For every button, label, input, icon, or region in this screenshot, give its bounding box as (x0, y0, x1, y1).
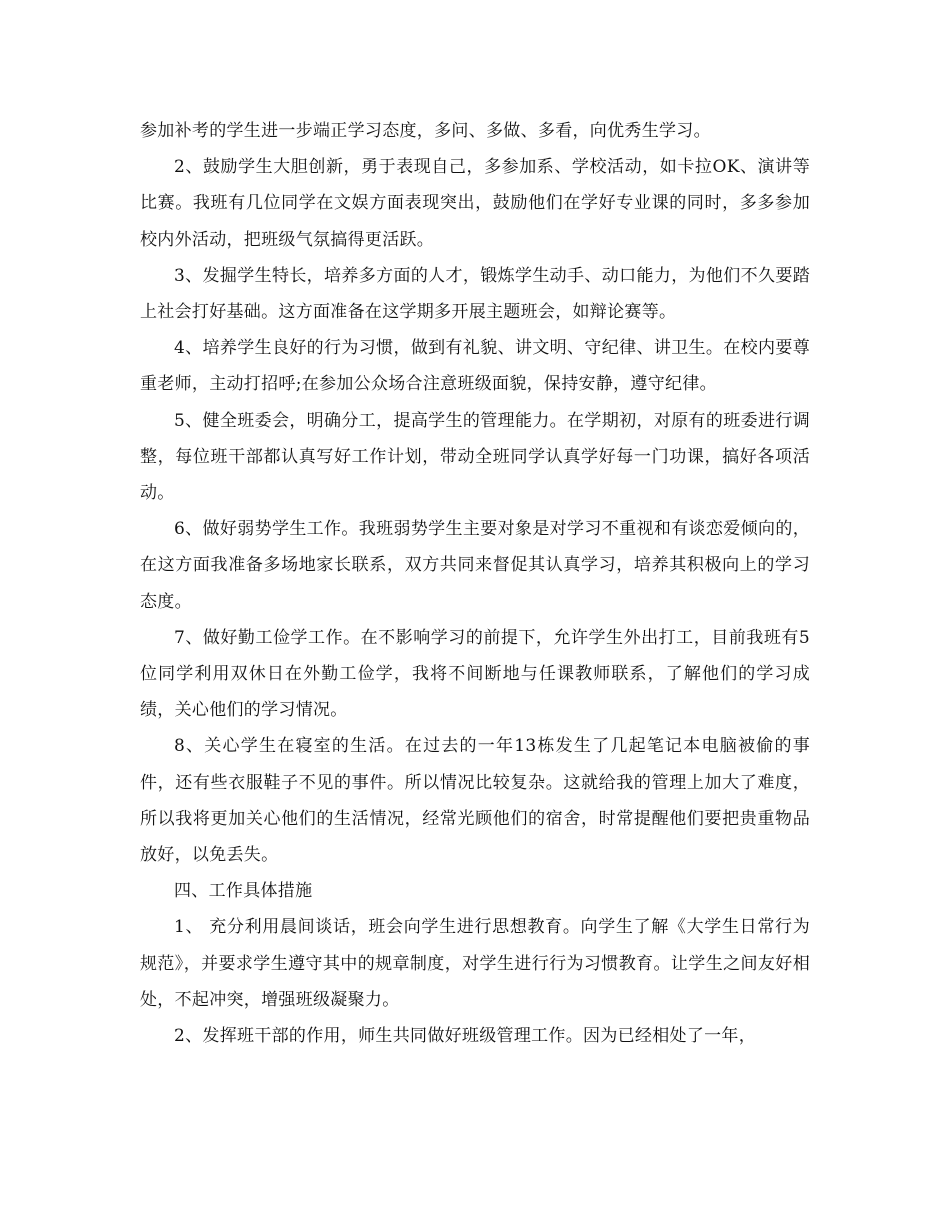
measure-item-1: 1、 充分利用晨间谈话，班会向学生进行思想教育。向学生了解《大学生日常行为规范》，并要求学生遵守其中的规章制度，对学生进行行为习惯教育。让学生之间友好相处，不起冲突，增强班级凝聚力。 (140, 917, 810, 1010)
paragraph-item-7: 7、做好勤工俭学工作。在不影响学习的前提下，允许学生外出打工，目前我班有5位同学利用双休日在外勤工俭学，我将不间断地与任课教师联系，了解他们的学习成绩，关心他们的学习情况。 (140, 627, 810, 721)
paragraph-item-3: 3、发掘学生特长，培养多方面的人才，锻炼学生动手、动口能力，为他们不久要踏上社会打好基础。这方面准备在这学期多开展主题班会，如辩论赛等。 (140, 265, 810, 323)
measure-item-2: 2、发挥班干部的作用，师生共同做好班级管理工作。因为已经相处了一年， (174, 1026, 757, 1047)
paragraph-item-5: 5、健全班委会，明确分工，提高学生的管理能力。在学期初，对原有的班委进行调整，每位班干部都认真写好工作计划，带动全班同学认真学好每一门功课，搞好各项活动。 (140, 410, 810, 504)
paragraph-item-2: 2、鼓励学生大胆创新，勇于表现自己，多参加系、学校活动，如卡拉OK、演讲等比赛。我班有几位同学在文娱方面表现突出，鼓励他们在学好专业课的同时，多多参加校内外活动，把班级气氛搞得更活跃。 (140, 157, 810, 250)
paragraph-continuation: 参加补考的学生进一步端正学习态度，多问、多做、多看，向优秀生学习。 (140, 121, 711, 141)
paragraph-item-4: 4、培养学生良好的行为习惯，做到有礼貌、讲文明、守纪律、讲卫生。在校内要尊重老师，主动打招呼;在参加公众场合注意班级面貌，保持安静，遵守纪律。 (140, 338, 810, 395)
paragraph-item-6: 6、做好弱势学生工作。我班弱势学生主要对象是对学习不重视和有谈恋爱倾向的，在这方面我准备多场地家长联系，双方共同来督促其认真学习，培养其积极向上的学习态度。 (140, 519, 810, 612)
paragraph-item-8: 8、关心学生在寝室的生活。在过去的一年13栋发生了几起笔记本电脑被偷的事件，还有些衣服鞋子不见的事件。所以情况比较复杂。这就给我的管理上加大了难度，所以我将更加关心他们的生活情况，经常光顾他们的宿舍，时常提醒他们要把贵重物品放好，以免丢失。 (140, 736, 810, 866)
section-heading: 四、工作具体措施 (174, 881, 313, 902)
